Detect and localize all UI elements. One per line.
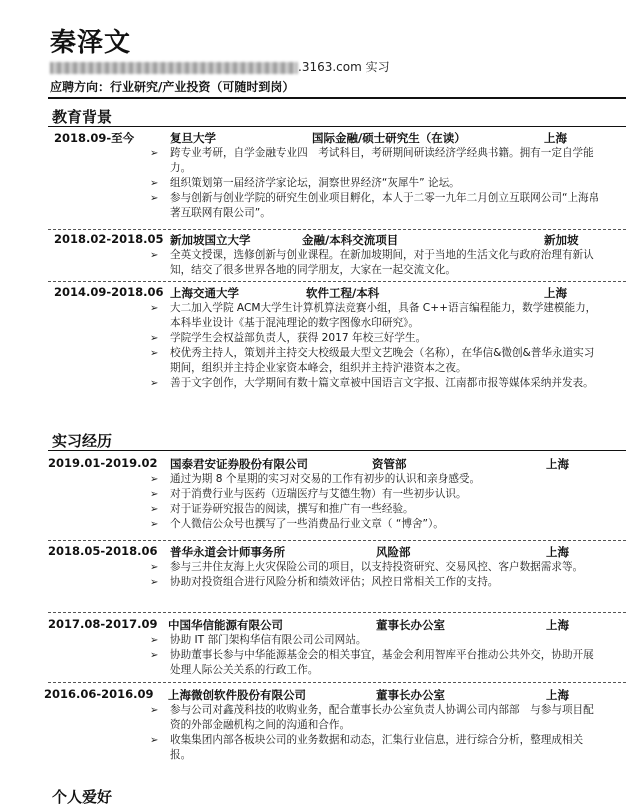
candidate-name: 秦泽文 (50, 28, 132, 58)
entry-place: 上海 (546, 457, 569, 471)
section-divider-education (48, 126, 626, 127)
contact-email-suffix: .3163.com 实习 (298, 60, 390, 74)
bullet-text: 学院学生会权益部负责人，获得 2017 年校三好学生。 (170, 332, 427, 344)
bullet-item (0, 301, 640, 331)
bullet-item (0, 146, 640, 176)
entry-header (0, 456, 640, 472)
job-target: 应聘方向：行业研究/产业投资（可随时到岗） (50, 80, 295, 94)
entry-org: 国泰君安证券股份有限公司 (170, 457, 308, 471)
bullet-text: 参与创新与创业学院的研究生创业项目孵化，本人于二零一九年二月创立互联网公司“上海帛著互联网有限公司”。 (170, 192, 600, 219)
entry-org: 新加坡国立大学 (170, 233, 251, 247)
entry-divider (48, 540, 626, 541)
internship-entry-gtja (0, 456, 640, 532)
arrow-bullet-icon: ➢ (150, 650, 159, 661)
bullet-text: 个人微信公众号也撰写了一些消费品行业文章（ “博舍”）。 (170, 518, 444, 530)
entry-bullets (0, 703, 640, 763)
internship-entry-cefc (0, 617, 640, 678)
bullet-text: 校优秀主持人，策划并主持交大校级最大型文艺晚会（名称），在华信&微创&普华永道实习期间，组织并主持企业家资本峰会，组织并主持沪港资本之夜。 (170, 347, 595, 374)
section-title-education: 教育背景 (52, 108, 113, 126)
entry-header (0, 130, 640, 146)
entry-date: 2016.06-2016.09 (44, 687, 154, 701)
entry-role: 国际金融/硕士研究生（在读） (312, 131, 466, 145)
internship-entry-wicresoft (0, 687, 640, 763)
entry-place: 上海 (544, 131, 567, 145)
entry-role: 董事长办公室 (376, 688, 445, 702)
entry-bullets (0, 248, 640, 278)
bullet-text: 对于消费行业与医药（迈瑞医疗与艾德生物）有一些初步认识。 (170, 488, 467, 500)
bullet-item (0, 560, 640, 575)
section-divider-internship (48, 450, 626, 451)
entry-header (0, 285, 640, 301)
entry-header (0, 544, 640, 560)
bullet-text: 参与三井住友海上火灾保险公司的项目，以支持投资研究、交易风控、客户数据需求等。 (170, 561, 584, 573)
bullet-item (0, 331, 640, 346)
contact-line (50, 58, 390, 75)
entry-org: 中国华信能源有限公司 (168, 618, 283, 632)
bullet-item (0, 517, 640, 532)
entry-role: 金融/本科交流项目 (302, 233, 399, 247)
entry-date: 2019.01-2019.02 (48, 456, 158, 470)
entry-place: 上海 (546, 618, 569, 632)
entry-bullets (0, 472, 640, 532)
entry-date: 2018.02-2018.05 (54, 232, 164, 246)
bullet-item (0, 346, 640, 376)
entry-header (0, 232, 640, 248)
bullet-text: 参与公司对鑫茂科技的收购业务，配合董事长办公室负责人协调公司内部部 与参与项目配资的外部金融机构之间的沟通和合作。 (170, 704, 594, 731)
bullet-text: 组织策划第一届经济学家论坛，洞察世界经济“灰犀牛” 论坛。 (170, 177, 460, 189)
arrow-bullet-icon: ➢ (150, 474, 159, 485)
arrow-bullet-icon: ➢ (150, 577, 159, 588)
arrow-bullet-icon: ➢ (150, 562, 159, 573)
entry-date: 2014.09-2018.06 (54, 285, 164, 299)
entry-divider (48, 612, 626, 613)
section-title-internship: 实习经历 (52, 432, 113, 450)
bullet-item (0, 472, 640, 487)
entry-bullets (0, 146, 640, 221)
entry-divider (48, 682, 626, 683)
entry-role: 风险部 (376, 545, 411, 559)
arrow-bullet-icon: ➢ (150, 193, 159, 204)
education-entry-nus (0, 232, 640, 278)
bullet-item (0, 648, 640, 678)
entry-role: 资管部 (372, 457, 407, 471)
entry-place: 上海 (546, 545, 569, 559)
bullet-text: 对于证券研究报告的阅读，撰写和推广有一些经验。 (170, 503, 414, 515)
entry-role: 董事长办公室 (376, 618, 445, 632)
entry-place: 新加坡 (544, 233, 579, 247)
bullet-item (0, 176, 640, 191)
arrow-bullet-icon: ➢ (150, 705, 159, 716)
entry-bullets (0, 560, 640, 590)
arrow-bullet-icon: ➢ (150, 333, 159, 344)
entry-date: 2018.09-至今 (54, 131, 135, 145)
entry-header (0, 687, 640, 703)
bullet-text: 善于文字创作，大学期间有数十篇文章被中国语言文字报、江南都市报等媒体采纳并发表。 (170, 377, 594, 389)
entry-role: 软件工程/本科 (306, 286, 380, 300)
arrow-bullet-icon: ➢ (150, 504, 159, 515)
bullet-text: 协助对投资组合进行风险分析和绩效评估；风控日常相关工作的支持。 (170, 576, 499, 588)
bullet-item (0, 703, 640, 733)
education-entry-fudan (0, 130, 640, 221)
arrow-bullet-icon: ➢ (150, 303, 159, 314)
redacted-contact (50, 62, 298, 74)
entry-place: 上海 (544, 286, 567, 300)
bullet-item (0, 487, 640, 502)
bullet-text: 协助董事长参与中华能源基金会的相关事宜，基金会利用智库平台推动公共外交，协助开展处理人际公关关系的行政工作。 (170, 649, 594, 676)
entry-date: 2017.08-2017.09 (48, 617, 158, 631)
arrow-bullet-icon: ➢ (150, 489, 159, 500)
internship-entry-pwc (0, 544, 640, 590)
entry-place: 上海 (546, 688, 569, 702)
bullet-item (0, 502, 640, 517)
education-entry-sjtu (0, 285, 640, 391)
entry-divider (48, 229, 626, 230)
entry-bullets (0, 301, 640, 391)
bullet-item (0, 191, 640, 221)
arrow-bullet-icon: ➢ (150, 178, 159, 189)
bullet-item (0, 376, 640, 391)
arrow-bullet-icon: ➢ (150, 519, 159, 530)
entry-header (0, 617, 640, 633)
entry-bullets (0, 633, 640, 678)
arrow-bullet-icon: ➢ (150, 735, 159, 746)
bullet-text: 大二加入学院 ACM大学生计算机算法竞赛小组，具备 C++语言编程能力，数学建模能力，本科毕业设计《基于混沌理论的数字图像水印研究》。 (170, 302, 597, 329)
entry-org: 上海微创软件股份有限公司 (168, 688, 306, 702)
arrow-bullet-icon: ➢ (150, 348, 159, 359)
entry-date: 2018.05-2018.06 (48, 544, 158, 558)
arrow-bullet-icon: ➢ (150, 148, 159, 159)
bullet-item (0, 248, 640, 278)
arrow-bullet-icon: ➢ (150, 635, 159, 646)
arrow-bullet-icon: ➢ (150, 250, 159, 261)
bullet-item (0, 633, 640, 648)
bullet-text: 跨专业考研，自学金融专业四 考试科目，考研期间研读经济学经典书籍。拥有一定自学能力。 (170, 147, 594, 174)
bullet-text: 全英文授课，选修创新与创业课程。在新加坡期间，对于当地的生活文化与政府治理有新认知，结交了很多世界各地的同学朋友，大家在一起交流文化。 (170, 249, 594, 276)
entry-org: 上海交通大学 (170, 286, 239, 300)
entry-org: 复旦大学 (170, 131, 216, 145)
bullet-text: 收集集团内部各板块公司的业务数据和动态，汇集行业信息，进行综合分析，整理成相关报。 (170, 734, 584, 761)
section-title-hobbies: 个人爱好 (52, 788, 113, 806)
bullet-item (0, 575, 640, 590)
entry-divider (48, 281, 626, 282)
header-divider (48, 97, 626, 99)
bullet-text: 通过为期 8 个星期的实习对交易的工作有初步的认识和亲身感受。 (170, 473, 481, 485)
bullet-item (0, 733, 640, 763)
arrow-bullet-icon: ➢ (150, 378, 159, 389)
entry-org: 普华永道会计师事务所 (170, 545, 285, 559)
bullet-text: 协助 IT 部门架构华信有限公司公司网站。 (170, 634, 367, 646)
